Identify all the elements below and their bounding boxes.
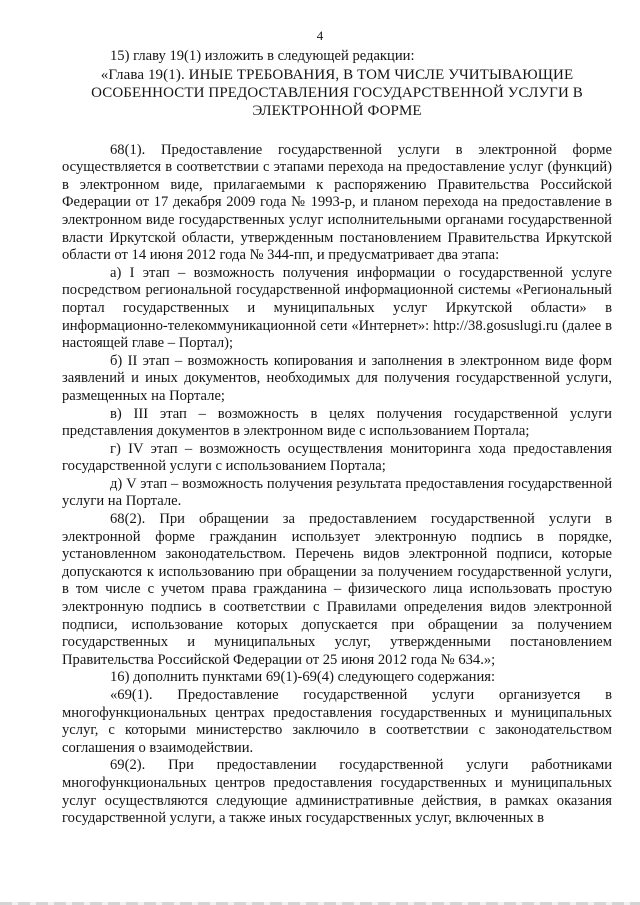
stage-4-item: г) IV этап – возможность осуществления мониторинга хода предоставления государственной услуги с использованием Портала; (62, 440, 612, 475)
amendment-intro: 15) главу 19(1) изложить в следующей редакции: (110, 48, 415, 64)
stage-1-item: а) I этап – возможность получения информации о государственной услуге посредством региональной государственной информационной системы «Региональный портал государственных и муниципальных услуг Иркутской области» в информационно-телекоммуникационной сети «Интернет»: http://38.gosuslugi.ru (далее в настоящей главе – Портал); (62, 264, 612, 352)
amendment-16: 16) дополнить пунктами 69(1)-69(4) следующего содержания: (110, 669, 496, 686)
stage-5-item: д) V этап – возможность получения результата предоставления государственной услуги на Портале. (62, 475, 612, 510)
stage-3-item: в) III этап – возможность в целях получения государственной услуги представления документов в электронном виде с использованием Портала; (62, 405, 612, 440)
paragraph-68-1: 68(1). Предоставление государственной услуги в электронной форме осуществляется в соответствии с этапами перехода на предоставление услуг (функций) в электронном виде, прилагаемыми к распоряжению Правительства Российской Федерации от 17 декабря 2009 года № 1993-р, и планом перехода на предоставление в электронном виде государственных услуг исполнительными органами государственной власти Иркутской области, утвержденным постановлением Правительства Иркутской области от 14 июня 2012 года № 344-пп, и предусматривает два этапа: (62, 141, 612, 264)
paragraph-68-2: 68(2). При обращении за предоставлением государственной услуги в электронной форме гражданин использует электронную подпись в порядке, установленном законодательством. Перечень видов электронной подписи, которые допускаются к использованию при обращении за получением государственной услуги, в том числе с учетом права гражданина – физического лица использовать простую электронную подпись в соответствии с Правилами определения видов электронной подписи, использование которых допускается при обращении за получением государственных и муниципальных услуг, утвержденными постановлением Правительства Российской Федерации от 25 июня 2012 года № 634.»; (62, 511, 612, 668)
chapter-heading-line-3: ЭЛЕКТРОННОЙ ФОРМЕ (252, 102, 422, 119)
document-body (62, 48, 612, 828)
paragraph-69-2: 69(2). При предоставлении государственной услуги работниками многофункциональных центров предоставления государственных и муниципальных услуг осуществляются следующие административные действия, в рамках оказания государственной услуги, а также иных государственных услуг, включенных в (62, 757, 612, 827)
chapter-heading-line-2: ОСОБЕННОСТИ ПРЕДОСТАВЛЕНИЯ ГОСУДАРСТВЕННОЙ УСЛУГИ В (91, 84, 583, 101)
chapter-heading-line-1: «Глава 19(1). ИНЫЕ ТРЕБОВАНИЯ, В ТОМ ЧИСЛЕ УЧИТЫВАЮЩИЕ (100, 66, 574, 83)
paragraph-69-1: «69(1). Предоставление государственной услуги организуется в многофункциональных центрах предоставления государственных и муниципальных услуг, с которыми министерство заключило в соответствии с законодательством соглашения о взаимодействии. (62, 687, 612, 756)
page-number: 4 (316, 28, 324, 43)
stage-2-item: б) II этап – возможность копирования и заполнения в электронном виде форм заявлений и иных документов, необходимых для получения государственной услуги, размещенных на Портале; (62, 352, 612, 404)
